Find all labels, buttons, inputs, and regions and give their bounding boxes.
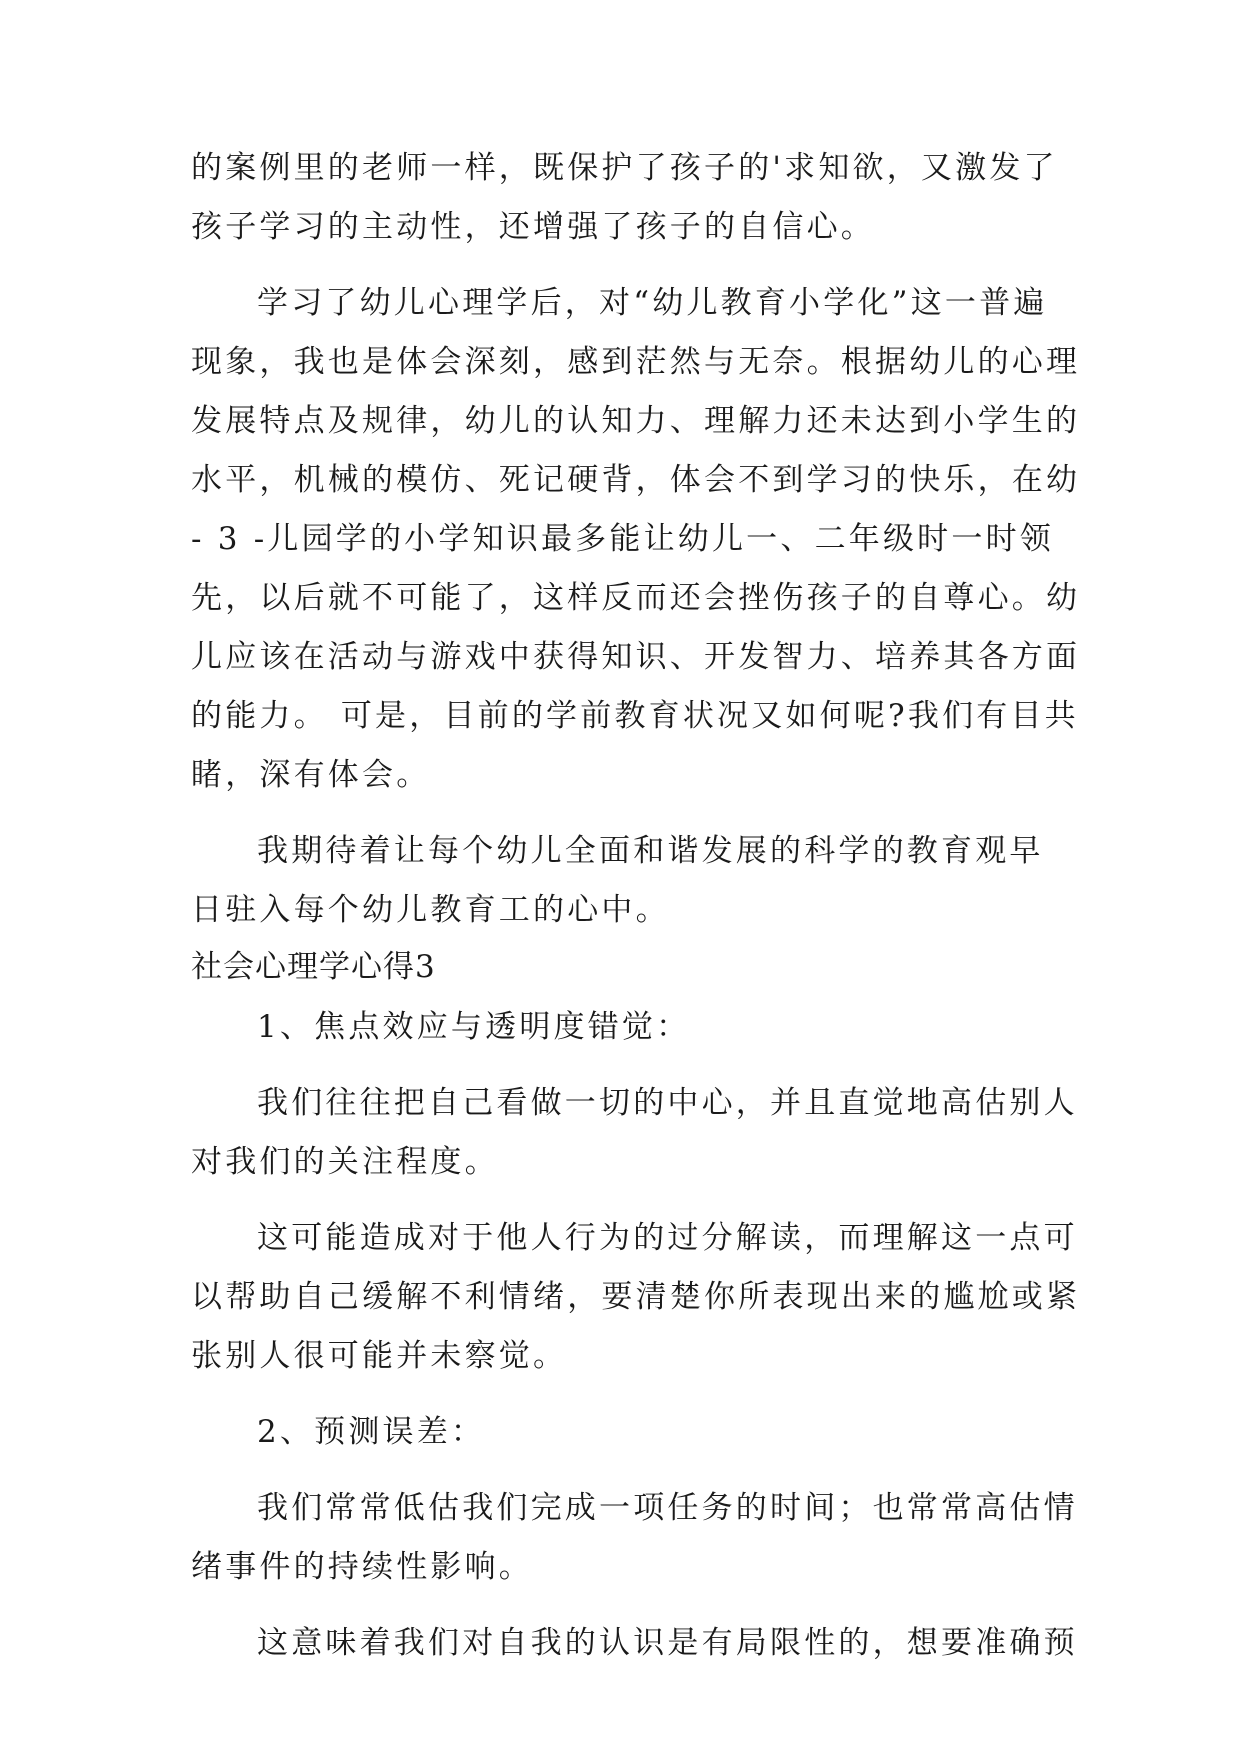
text-line: 先，以后就不可能了，这样反而还会挫伤孩子的自尊心。幼 [191, 580, 1081, 616]
text-line: 我们常常低估我们完成一项任务的时间；也常常高估情 [257, 1490, 1078, 1526]
text-line: 的案例里的老师一样，既保护了孩子的'求知欲，又激发了 [191, 150, 1058, 186]
text-line: 我们往往把自己看做一切的中心，并且直觉地高估别人 [257, 1085, 1078, 1121]
text-line: 对我们的关注程度。 [191, 1144, 499, 1180]
text-line: 睹，深有体会。 [191, 757, 431, 793]
text-line: 的能力。 可是，目前的学前教育状况又如何呢?我们有目共 [191, 698, 1079, 734]
section-heading: 社会心理学心得3 [191, 949, 436, 985]
text-line: 绪事件的持续性影响。 [191, 1549, 533, 1585]
text-line: - 3 -儿园学的小学知识最多能让幼儿一、二年级时一时领 [191, 521, 1054, 557]
text-line: 学习了幼儿心理学后，对“幼儿教育小学化”这一普遍 [257, 285, 1048, 321]
text-line: 水平，机械的模仿、死记硬背，体会不到学习的快乐，在幼 [191, 462, 1081, 498]
text-line: 我期待着让每个幼儿全面和谐发展的科学的教育观早 [257, 833, 1044, 869]
text-line: 现象，我也是体会深刻，感到茫然与无奈。根据幼儿的心理 [191, 344, 1081, 380]
text-line: 儿应该在活动与游戏中获得知识、开发智力、培养其各方面 [191, 639, 1081, 675]
text-line: 张别人很可能并未察觉。 [191, 1338, 568, 1374]
text-line: 发展特点及规律，幼儿的认知力、理解力还未达到小学生的 [191, 403, 1081, 439]
text-line: 日驻入每个幼儿教育工的心中。 [191, 892, 670, 928]
text-line: 这可能造成对于他人行为的过分解读，而理解这一点可 [257, 1220, 1078, 1256]
text-line: 孩子学习的主动性，还增强了孩子的自信心。 [191, 209, 875, 245]
text-line: 1、焦点效应与透明度错觉： [257, 1009, 691, 1045]
text-line: 以帮助自己缓解不利情绪，要清楚你所表现出来的尴尬或紧 [191, 1279, 1081, 1315]
text-line: 这意味着我们对自我的认识是有局限性的，想要准确预 [257, 1625, 1078, 1661]
text-line: 2、预测误差： [257, 1414, 486, 1450]
